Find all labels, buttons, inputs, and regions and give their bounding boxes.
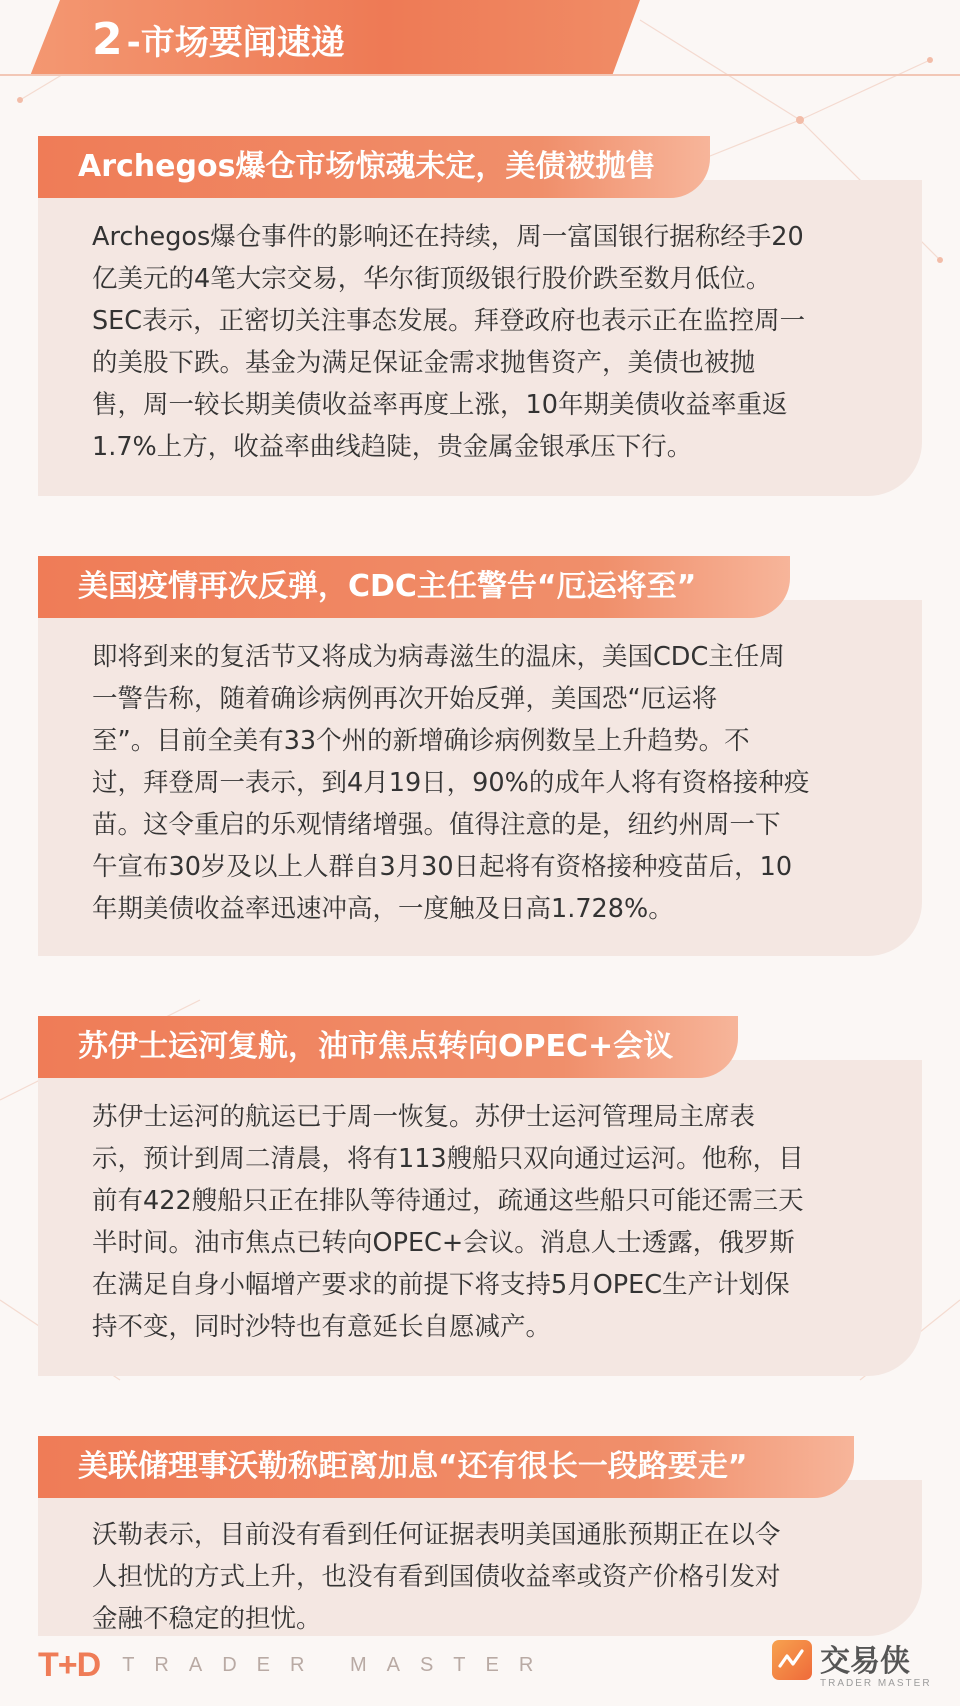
news-card-title: 美联储理事沃勒称距离加息“还有很长一段路要走” [78, 1449, 748, 1484]
news-text-line: 过，拜登周一表示，到4月19日，90%的成年人将有资格接种疫 [92, 768, 810, 798]
news-card-text [92, 636, 878, 930]
news-text-line: 沃勒表示，目前没有看到任何证据表明美国通胀预期正在以令 [92, 1520, 781, 1550]
news-text-line: 售，周一较长期美债收益率再度上涨，10年期美债收益率重返 [92, 390, 788, 420]
footer-brand-left [38, 1640, 553, 1690]
news-card-fed [38, 1436, 922, 1636]
news-text-line: 午宣布30岁及以上人群自3月30日起将有资格接种疫苗后，10 [92, 852, 793, 882]
news-text-line: SEC表示，正密切关注事态发展。拜登政府也表示正在监控周一 [92, 306, 806, 336]
footer-slogan: TRADER MASTER [122, 1653, 554, 1676]
news-card-text [92, 1514, 878, 1640]
news-text-line: 一警告称，随着确诊病例再次开始反弹，美国恐“厄运将 [92, 684, 718, 714]
section-title [92, 10, 345, 68]
brand-name: 交易侠 [820, 1644, 910, 1679]
news-card-text [92, 1096, 878, 1348]
news-card-cdc [38, 556, 922, 956]
news-text-line: 人担忧的方式上升，也没有看到国债收益率或资产价格引发对 [92, 1562, 781, 1592]
section-header-divider [0, 74, 960, 76]
news-text-line: 持不变，同时沙特也有意延长自愿减产。 [92, 1312, 552, 1342]
news-card-text [92, 216, 878, 468]
news-card-title: 苏伊士运河复航，油市焦点转向OPEC+会议 [78, 1029, 674, 1064]
news-text-line: 至”。目前全美有33个州的新增确诊病例数呈上升趋势。不 [92, 726, 750, 756]
news-text-line: 亿美元的4笔大宗交易，华尔街顶级银行股价跌至数月低位。 [92, 264, 772, 294]
news-text-line: 示，预计到周二清晨，将有113艘船只双向通过运河。他称，目 [92, 1144, 804, 1174]
news-text-line: 1.7%上方，收益率曲线趋陡，贵金属金银承压下行。 [92, 432, 693, 462]
brand-logo-icon [772, 1640, 812, 1680]
news-card-title: Archegos爆仓市场惊魂未定，美债被抛售 [78, 149, 656, 184]
news-text-line: 年期美债收益率迅速冲高，一度触及日高1.728%。 [92, 894, 674, 924]
brand-subtitle: TRADER MASTER [820, 1678, 932, 1689]
news-card-archegos [38, 136, 922, 496]
news-text-line: 半时间。油市焦点已转向OPEC+会议。消息人士透露，俄罗斯 [92, 1228, 795, 1258]
news-text-line: Archegos爆仓事件的影响还在持续，周一富国银行据称经手20 [92, 222, 804, 252]
td-logo: T+D [38, 1645, 101, 1684]
news-text-line: 即将到来的复活节又将成为病毒滋生的温床，美国CDC主任周 [92, 642, 785, 672]
news-card-suez [38, 1016, 922, 1376]
news-text-line: 在满足自身小幅增产要求的前提下将支持5月OPEC生产计划保 [92, 1270, 790, 1300]
footer-brand-right [772, 1636, 932, 1698]
section-title-text: -市场要闻速递 [126, 22, 345, 63]
section-header [0, 0, 960, 76]
news-card-title: 美国疫情再次反弹，CDC主任警告“厄运将至” [78, 569, 697, 604]
news-text-line: 前有422艘船只正在排队等待通过，疏通这些船只可能还需三天 [92, 1186, 804, 1216]
news-text-line: 的美股下跌。基金为满足保证金需求抛售资产，美债也被抛 [92, 348, 756, 378]
news-text-line: 金融不稳定的担忧。 [92, 1604, 322, 1634]
news-text-line: 苏伊士运河的航运已于周一恢复。苏伊士运河管理局主席表 [92, 1102, 756, 1132]
section-number: 2 [92, 13, 123, 65]
news-text-line: 苗。这令重启的乐观情绪增强。值得注意的是，纽约州周一下 [92, 810, 781, 840]
